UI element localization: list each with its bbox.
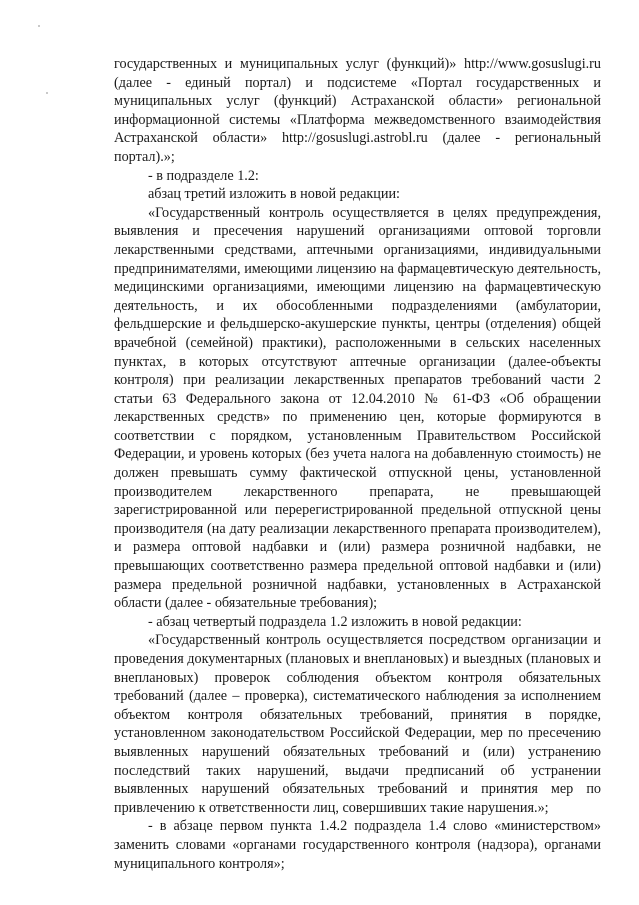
scan-speck xyxy=(38,25,40,27)
paragraph-subsection-1-2-heading: - в подразделе 1.2: xyxy=(148,167,259,184)
paragraph-state-control-purpose: «Государственный контроль осуществляется в целях предупреждения, выявления и пресечения нарушений организациями оптовой торговли лекарственными средствами, аптечными организациями, индивидуальными предпринимателями, имеющими лицензию на фармацевтическую деятельность, медицинскими организациями, имеющими лицензию на фармацевтическую деятельность, и их обособленными подразделениями (амбулатории, фельдшерские и фельдшерско-акушерские пункты, центры (отделения) общей врачебной (семейной) практики), расположенными в сельских населенных пунктах, в которых отсутствуют аптечные организации (далее-объекты контроля) при реализации лекарственных препаратов требований части 2 статьи 63 Федерального закона от 12.04.2010 № 61-ФЗ «Об обращении лекарственных средств» по применению цен, которые формируются в соответствии с порядком, установленным Правительством Российской Федерации, и уровень которых (без учета налога на добавленную стоимость) не должен превышать сумму фактической отпускной цены, установленной производителем лекарственного препарата, не превышающей зарегистрированной или перерегистрированной предельной отпускной цены производителя (на дату реализации лекарственного препарата производителем), и размера оптовой надбавки и (или) размера розничной надбавки, не превышающих соответственно размера предельной оптовой надбавки и (или) размера предельной розничной надбавки, установленных в Астраханской области (далее - обязательные требования); xyxy=(114,204,601,612)
paragraph-fourth-abzac-intro: - абзац четвертый подраздела 1.2 изложить в новой редакции: xyxy=(148,613,522,630)
paragraph-state-control-method: «Государственный контроль осуществляется посредством организации и проведения документарных (плановых и внеплановых) и выездных (плановых и внеплановых) проверок соблюдения объектом контроля обязательных требований (далее – проверка), систематического наблюдения за исполнением объектом контроля обязательных требований, принятия в порядке, установленном законодательством Российской Федерации, мер по пресечению выявленных нарушений обязательных требований и (или) устранению последствий таких нарушений, выдачи предписаний об устранении выявленных нарушений обязательных требований и принятия мер по привлечению к ответственности лиц, совершивших такие нарушения.»; xyxy=(114,632,601,816)
scan-speck xyxy=(46,92,48,94)
document-body xyxy=(114,55,601,873)
paragraph-portal-continuation: государственных и муниципальных услуг (функций)» http://www.gosuslugi.ru (далее - единый портал) и подсистеме «Портал государственных и муниципальных услуг (функций) Астраханской области» региональной информационной системы «Платформа межведомственного взаимодействия Астраханской области» http://gosuslugi.astrobl.ru (далее - региональный портал).»; xyxy=(114,56,601,165)
paragraph-third-abzac-intro: абзац третий изложить в новой редакции: xyxy=(148,186,400,203)
paragraph-item-1-4-2-amendment: - в абзаце первом пункта 1.4.2 подраздела 1.4 слово «министерством» заменить словами «органами государственного контроля (надзора), органами муниципального контроля»; xyxy=(114,818,601,872)
